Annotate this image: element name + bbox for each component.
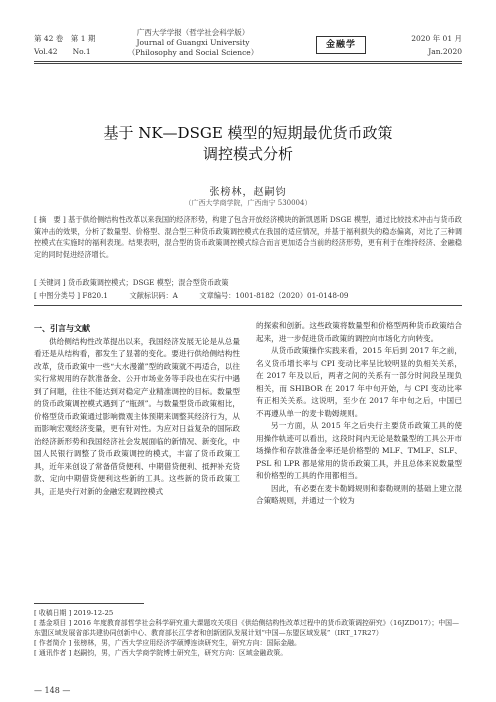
- date-cn: 2020 年 01 月: [411, 34, 462, 43]
- author-names: 张榜林，赵嗣钧: [209, 187, 287, 198]
- footnotes: [34, 608, 462, 658]
- abstract: [ 摘 要 ] 基于供给侧结构性改革以来我国的经济形势，构建了包含开放经济模块的新凯恩斯 DSGE 模型，通过比较技术冲击与货币政策冲击的效果，分析了数量型、价格型、混合型三种货币政策调控模式在我国的适应情况，并基于福利损失的稳态偏离，对比了三种调控模式在实施时的福利表现。结果表明，混合型的货币政策调控模式综合而言更加适合当前的经济形势，更有利于在维持经济、金融稳定的同时促进经济增长。: [34, 215, 462, 259]
- date-en: Jan.2020: [428, 47, 462, 56]
- paragraph: 另一方面，从 2015 年之后央行主要货币政策工具的使用操作轨迹可以看出，这段时间内无论是数量型的工具公开市场操作和存款准备金率还是价格型的 MLF、TMLF、SLF、PSL 和 LPR 都是常用的货币政策工具，并且总体来说数量型和价格型的工具的作用都相当。: [256, 421, 462, 480]
- abstract-separator: [34, 305, 462, 306]
- paragraph: 因此，有必要在麦卡勒姆规则和泰勒规则的基础上建立混合策略规则，并通过一个较为: [256, 483, 462, 505]
- classification-info: [ 中图分类号 ] F820.1 文献标识码：A 文章编号：1001-8182（2020）01-0148-09: [34, 291, 349, 300]
- paragraph: 供给侧结构性改革提出以来，我国经济发展无论是从总量看还是从结构看，都发生了显著的变化。要进行供给侧结构性改革，货币政策中一些“大水漫灌”型的政策就不再适合，以往实行常规用的存款准备金、公开市场业务等手段也在实行中遇到了问题，往往不能达到对稳定产业精准调控的目标。数量型的货币政策调控模式遇到了“瓶颈”。与数量型货币政策相比，价格型货币政策通过影响微观主体预期来调整其经济行为，从而影响宏观经济变量，更有针对性。为应对日益复杂的国际政治经济新形势和我国经济社会发展面临的新情况、新变化，中国人民银行调整了货币政策调控的模式，丰富了货币政策工具，近年来创设了常备借贷便利、中期借贷便利、抵押补充贷款、定向中期借贷便利这些新的工具。这些新的货币政策工具，正是央行对新的金融宏观调控模式: [34, 336, 240, 496]
- section-badge: 金融学: [316, 36, 366, 54]
- volume-cn: 第 42 卷 第 1 期: [34, 34, 96, 43]
- keywords: [ 关键词 ] 货币政策调控模式；DSGE 模型；混合型货币政策: [34, 278, 229, 287]
- paragraph: 从货币政策操作实践来看，2015 年后到 2017 年之前，名义货币增长率与 CPI 变动比率呈比较明显的负相关关系，在 2017 年及以后，两者之间的关系有一部分时间段呈现负相关，而 SHIBOR 在 2017 年中旬开始，与 CPI 变动比率有正相关关系。这说明，至少在 2017 年中旬之后，中国已不再遵从单一的麦卡勒姆规则。: [256, 346, 462, 418]
- header-rule-bottom: [34, 63, 462, 64]
- journal-name-cn: 广西大学学报（哲学社会科学版）: [136, 28, 250, 37]
- paragraph: 的探索和创新。这些政策将数量型和价格型两种货币政策结合起来，进一步促进货币政策的调控向市场化方向转变。: [256, 321, 462, 343]
- body-column-right: [256, 320, 462, 508]
- volume-en: Vol.42 No.1: [34, 47, 91, 56]
- article-title-line2: 调控模式分析: [202, 145, 293, 163]
- article-title-line1: 基于 NK—DSGE 模型的短期最优货币政策: [103, 124, 393, 142]
- body-column-left: [34, 320, 240, 498]
- footnote-author-bio: [ 作者简介 ] 张榜林，男，广西大学应用经济学硕博连读研究生，研究方向：国际金融。: [34, 639, 301, 647]
- header-rule-top: [34, 61, 462, 62]
- footnote-corresponding-author: [ 通讯作者 ] 赵嗣钧，男，广西大学商学院博士研究生，研究方向：区域金融政策。: [34, 649, 288, 657]
- footnote-rule: [34, 603, 144, 604]
- footnote-funding: [ 基金项目 ] 2016 年度教育部哲学社会科学研究重大课题攻关项目《供给侧结构性改革过程中的货币政策调控研究》（16JZD017）；中国—东盟区域发展省部共建协同创新中心、教育部长江学者和创新团队发展计划“中国—东盟区域发展”（IRT_17R27）: [34, 619, 459, 637]
- page-number: — 148 —: [34, 686, 71, 695]
- author-affiliation: （广西大学商学院，广西南宁 530004）: [184, 199, 312, 207]
- journal-name-en: Journal of Guangxi University: [136, 38, 250, 47]
- journal-subtitle-en: （Philosophy and Social Science）: [127, 48, 259, 57]
- section-heading: 一、引言与文献: [34, 323, 90, 333]
- footnote-received-date: [ 收稿日期 ] 2019-12-25: [34, 609, 114, 617]
